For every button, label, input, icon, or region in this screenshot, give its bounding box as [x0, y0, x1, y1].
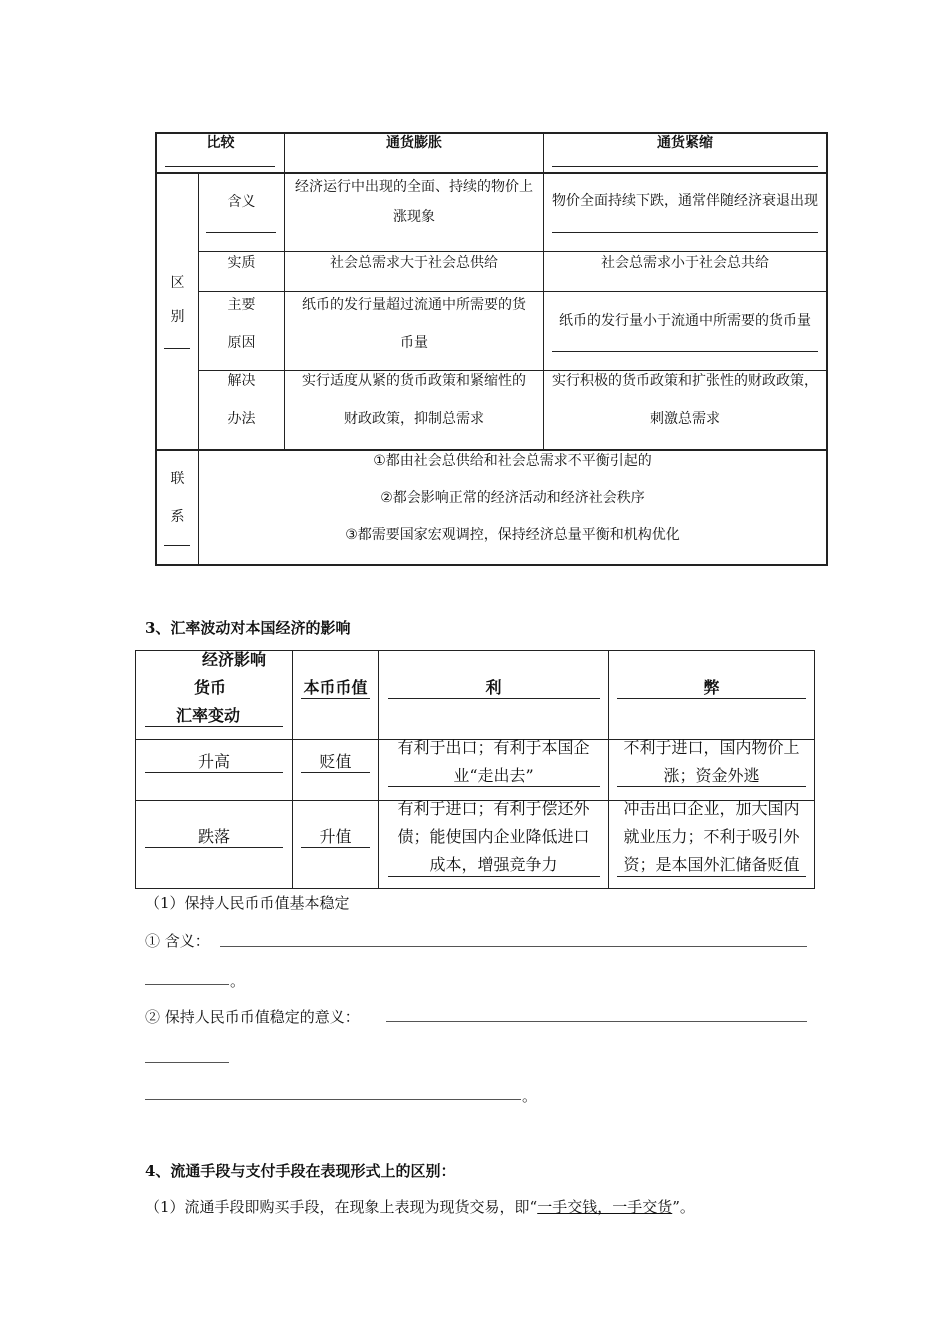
inflation-cause: 纸币的发行量超过流通中所需要的货 币量	[302, 297, 526, 351]
inflation-essence: 社会总需求大于社会总供给	[330, 255, 498, 271]
corner-header: 经济影响 货币 汇率变动	[175, 650, 266, 725]
q1-end: 。	[230, 972, 246, 990]
rise-con: 不利于进口，国内物价上 涨；资金外逃	[623, 738, 800, 785]
q2-answer-line-2[interactable]	[145, 1062, 229, 1063]
fall-pro: 有利于进口；有利于偿还外 债；能使国内企业降低进口 成本，增强竞争力	[397, 799, 590, 874]
q2-label: ② 保持人民币币值稳定的意义：	[145, 1008, 360, 1026]
section4-p1: （1）流通手段即购买手段，在现象上表现为现货交易，即“一手交钱，一手交货”。	[145, 1198, 695, 1216]
p1-underlined-phrase: 一手交钱，一手交货	[537, 1198, 673, 1216]
section4-title: 4、流通手段与支付手段在表现形式上的区别：	[145, 1162, 456, 1180]
rise-pro: 有利于出口；有利于本国企 业“走出去”	[397, 738, 590, 785]
header-pro: 利	[485, 678, 502, 697]
header-currency-value: 本币币值	[303, 678, 368, 697]
row-label-cause: 主要 原因	[227, 297, 256, 351]
change-fall: 跌落	[197, 827, 230, 846]
row-label-meaning: 含义	[227, 193, 256, 210]
inflation-meaning: 经济运行中出现的全面、持续的物价上 涨现象	[295, 179, 533, 225]
deflation-cause: 纸币的发行量小于流通中所需要的货币量	[559, 313, 811, 329]
link-label: 联 系	[170, 471, 185, 525]
value-appreciate: 升值	[319, 827, 352, 846]
row-label-solution: 解决 办法	[227, 373, 256, 427]
q2-answer-line[interactable]	[386, 1021, 807, 1022]
q2-answer-line-3[interactable]	[145, 1099, 521, 1100]
q1-label: ① 含义：	[145, 932, 210, 950]
fall-con: 冲击出口企业，加大国内 就业压力；不利于吸引外 资；是本国外汇储备贬值	[623, 799, 800, 874]
change-rise: 升高	[197, 752, 230, 771]
value-depreciate: 贬值	[319, 752, 352, 771]
header-inflation: 通货膨胀	[386, 135, 442, 151]
part1-title: （1）保持人民币币值基本稳定	[145, 894, 350, 912]
deflation-meaning: 物价全面持续下跌，通常伴随经济衰退出现	[552, 193, 818, 209]
header-con: 弊	[703, 678, 720, 697]
deflation-essence: 社会总需求小于社会总共给	[601, 255, 769, 271]
q1-answer-line[interactable]	[220, 946, 807, 947]
section3-title: 3、汇率波动对本国经济的影响	[145, 619, 351, 637]
diff-label: 区 别	[170, 275, 185, 325]
header-compare: 比较	[206, 135, 235, 151]
q2-end: 。	[522, 1087, 538, 1105]
link-content: ①都由社会总供给和社会总需求不平衡引起的 ②都会影响正常的经济活动和经济社会秩序 ③都需要国家宏观调控，保持经济总量平衡和机构优化	[345, 452, 680, 543]
inflation-solution: 实行适度从紧的货币政策和紧缩性的 财政政策，抑制总需求	[302, 373, 526, 427]
q1-answer-line-2[interactable]	[145, 984, 229, 985]
header-deflation: 通货紧缩	[657, 135, 713, 151]
deflation-solution: 实行积极的货币政策和扩张性的财政政策， 刺激总需求	[552, 373, 818, 427]
row-label-essence: 实质	[227, 255, 256, 271]
